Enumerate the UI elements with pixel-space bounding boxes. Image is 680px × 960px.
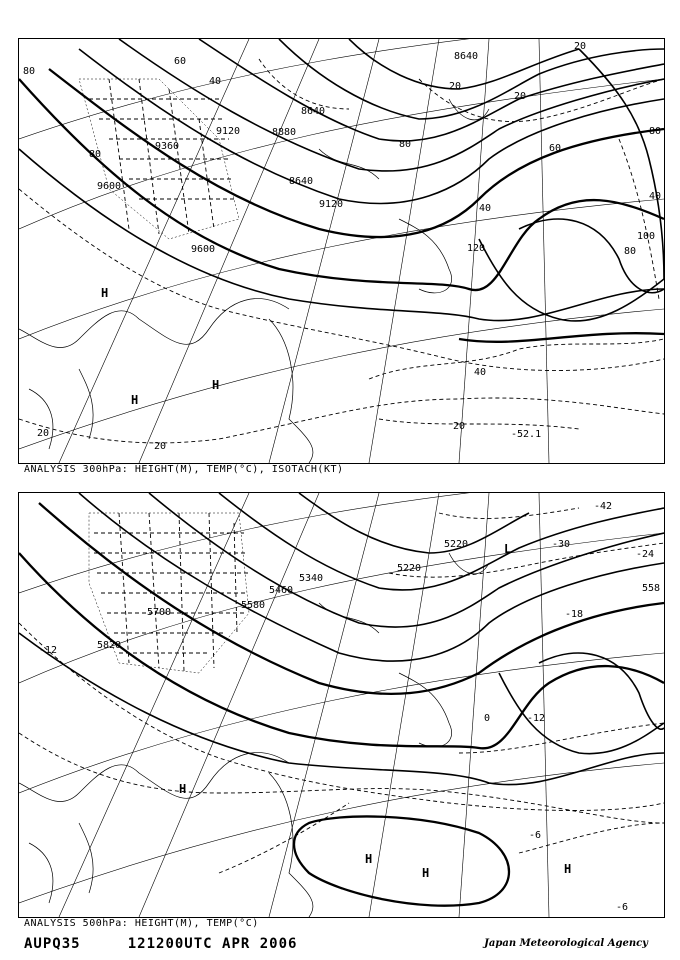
height-label: 9360: [155, 141, 180, 152]
isotach-label: 40: [649, 191, 662, 202]
temp-label: -12: [527, 713, 546, 724]
height-label: 9600: [191, 244, 216, 255]
high-center: H: [365, 852, 373, 866]
height-label: 5580: [241, 600, 266, 611]
isotach-label: 40: [479, 203, 492, 214]
height-label: 9600: [97, 181, 122, 192]
map-500hpa: [18, 492, 665, 918]
height-label: 8640: [301, 106, 326, 117]
height-label: 5220: [444, 539, 469, 550]
isotachs: [19, 59, 664, 443]
agency-name: Japan Meteorological Agency: [484, 938, 648, 949]
isotach-label: 20: [514, 91, 527, 102]
valid-time: 121200UTC APR 2006: [127, 936, 298, 952]
isotach-label: 60: [549, 143, 562, 154]
temp-value: -52.1: [511, 429, 542, 440]
isotach-label: 20: [449, 81, 462, 92]
height-label: 5340: [299, 573, 324, 584]
isotach-label: 40: [209, 76, 222, 87]
height-label: 9120: [216, 126, 241, 137]
isotach-label: 40: [474, 367, 487, 378]
height-label: 558: [642, 583, 661, 594]
high-center: H: [131, 393, 139, 407]
map-300hpa: [18, 38, 665, 464]
isotach-label: 100: [637, 231, 656, 242]
product-header: [24, 936, 297, 952]
isotach-label: 20: [37, 428, 50, 439]
temp-label: -12: [39, 645, 58, 656]
temp-label: 0: [484, 713, 491, 724]
high-center: H: [422, 866, 430, 880]
height-label: 5220: [397, 563, 422, 574]
isotach-label: 20: [453, 421, 466, 432]
high-center: H: [179, 782, 187, 796]
isotach-label: 80: [624, 246, 637, 257]
isotach-label: 80: [649, 126, 662, 137]
isotach-label: 20: [154, 441, 167, 452]
height-label: 9120: [319, 199, 344, 210]
height-label: 8880: [272, 127, 297, 138]
high-center: H: [564, 862, 572, 876]
caption-500hpa: ANALYSIS 500hPa: HEIGHT(M), TEMP(°C): [24, 918, 259, 929]
temp-label: -6: [616, 902, 629, 913]
temp-label: -6: [529, 830, 542, 841]
isotach-label: 80: [89, 149, 102, 160]
high-center: H: [101, 286, 109, 300]
height-contours: [19, 493, 664, 906]
bottom-labels: [39, 501, 660, 913]
temp-label: -24: [636, 549, 655, 560]
isotach-label: 80: [23, 66, 36, 77]
temp-label: -30: [552, 539, 571, 550]
product-code: AUPQ35: [24, 936, 81, 952]
temp-label: -18: [565, 609, 584, 620]
map-500hpa-chart: [19, 493, 664, 917]
height-label: 5700: [147, 607, 172, 618]
height-label: 8640: [289, 176, 314, 187]
isotach-label: 80: [399, 139, 412, 150]
low-center: L: [504, 542, 512, 556]
isotach-label: 120: [467, 243, 486, 254]
height-label: 8640: [454, 51, 479, 62]
height-label: 5820: [97, 640, 122, 651]
map-300hpa-chart: [19, 39, 664, 463]
isotach-label: 60: [174, 56, 187, 67]
temp-label: -42: [594, 501, 613, 512]
height-label: 5460: [269, 585, 294, 596]
isotach-label: 20: [574, 41, 587, 52]
caption-300hpa: ANALYSIS 300hPa: HEIGHT(M), TEMP(°C), ISOTACH(KT): [24, 464, 344, 475]
graticule: [19, 493, 664, 917]
high-center: H: [212, 378, 220, 392]
